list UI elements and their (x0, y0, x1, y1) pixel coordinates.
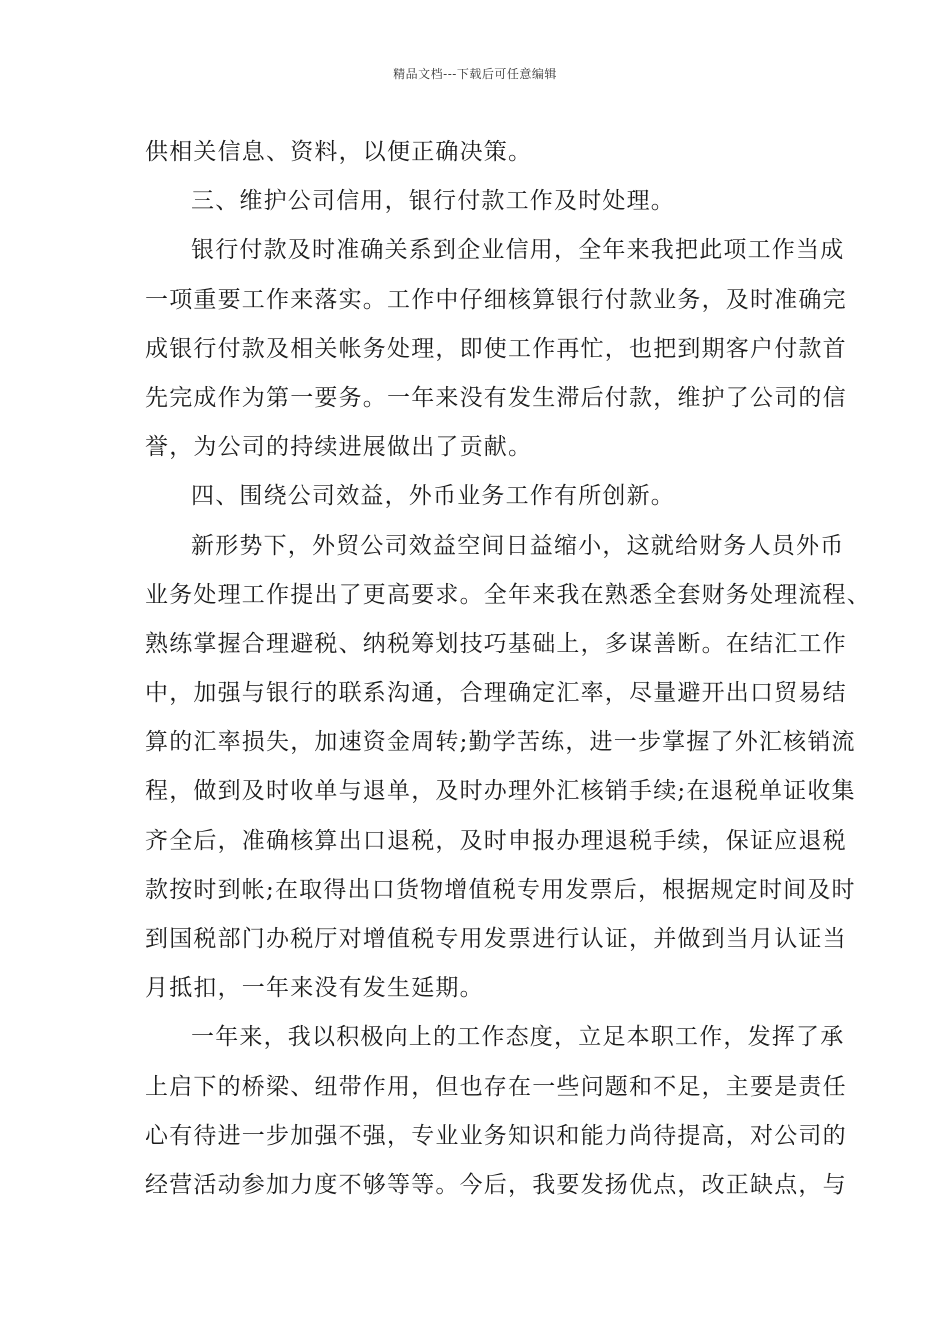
text-line: 程，做到及时收单与退单，及时办理外汇核销手续;在退税单证收集 (145, 778, 856, 805)
text-line: 款按时到帐;在取得出口货物增值税专用发票后，根据规定时间及时 (145, 876, 856, 903)
text-line: 月抵扣，一年来没有发生延期。 (145, 975, 484, 1002)
text-line: 先完成作为第一要务。一年来没有发生滞后付款，维护了公司的信 (145, 384, 847, 411)
text-line: 上启下的桥梁、纽带作用，但也存在一些问题和不足，主要是责任 (145, 1073, 847, 1100)
text-line: 经营活动参加力度不够等等。今后，我要发扬优点，改正缺点，与 (145, 1171, 847, 1198)
text-line: 供相关信息、资料，以便正确决策。 (145, 139, 533, 165)
text-line: 成银行付款及相关帐务处理，即使工作再忙，也把到期客户付款首 (145, 335, 847, 362)
text-line: 中，加强与银行的联系沟通，合理确定汇率，尽量避开出口贸易结 (145, 680, 847, 707)
text-line: 一项重要工作来落实。工作中仔细核算银行付款业务，及时准确完 (145, 286, 847, 313)
text-line: 到国税部门办税厅对增值税专用发票进行认证，并做到当月认证当 (145, 926, 847, 952)
text-line: 新形势下，外贸公司效益空间日益缩小，这就给财务人员外币 (191, 532, 845, 559)
text-line: 熟练掌握合理避税、纳税筹划技巧基础上，多谋善断。在结汇工作 (145, 630, 847, 657)
text-line: 银行付款及时准确关系到企业信用，全年来我把此项工作当成 (191, 237, 845, 264)
text-line: 心有待进一步加强不强，专业业务知识和能力尚待提高，对公司的 (145, 1122, 847, 1149)
text-line: 业务处理工作提出了更高要求。全年来我在熟悉全套财务处理流程、 (145, 581, 871, 608)
text-line: 誉，为公司的持续进展做出了贡献。 (145, 434, 533, 461)
text-line: 一年来，我以积极向上的工作态度，立足本职工作，发挥了承 (191, 1024, 845, 1051)
text-line: 算的汇率损失，加速资金周转;勤学苦练，进一步掌握了外汇核销流 (145, 729, 856, 756)
document-body (145, 128, 871, 1210)
text-line: 齐全后，准确核算出口退税，及时申报办理退税手续，保证应退税 (145, 827, 847, 854)
page-header: 精品文档---下载后可任意编辑 (393, 67, 557, 81)
text-line: 三、维护公司信用，银行付款工作及时处理。 (191, 188, 675, 215)
text-line: 四、围绕公司效益，外币业务工作有所创新。 (191, 483, 675, 510)
